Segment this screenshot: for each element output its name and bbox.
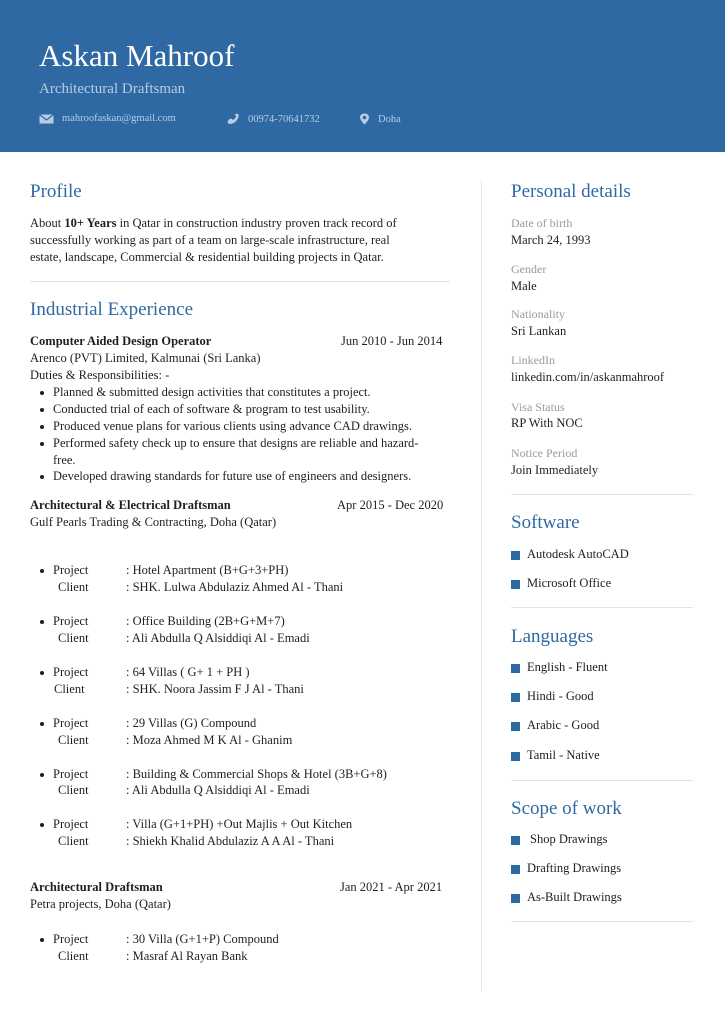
linkedin-link[interactable]: linkedin.com/in/askanmahroof	[511, 370, 665, 384]
section-divider	[511, 494, 693, 495]
dob-value: March 24, 1993	[511, 233, 591, 247]
language-item: Tamil - Native	[527, 748, 600, 762]
column-divider	[481, 181, 482, 991]
project-value: : Villa (G+1+PH) +Out Majlis + Out Kitchen	[126, 817, 353, 831]
list-square-marker	[511, 580, 520, 589]
list-square-marker	[511, 722, 520, 731]
project-value: : Hotel Apartment (B+G+3+PH)	[126, 563, 289, 577]
section-divider	[511, 921, 693, 922]
client-value: : Ali Abdulla Q Alsiddiqi Al - Emadi	[126, 631, 310, 645]
visa-status-label: Visa Status	[511, 400, 565, 414]
location-contact	[359, 113, 401, 125]
duty-item: Conducted trial of each of software & program to test usability.	[53, 402, 370, 416]
language-item: English - Fluent	[527, 660, 608, 674]
experience-heading: Industrial Experience	[30, 299, 194, 320]
email-text: mahroofaskan@gmail.com	[62, 113, 176, 124]
section-divider	[30, 281, 450, 282]
list-square-marker	[511, 865, 520, 874]
location-text: Doha	[378, 113, 401, 125]
nationality-value: Sri Lankan	[511, 324, 567, 338]
job-title: Architectural Draftsman	[39, 81, 186, 97]
nationality-label: Nationality	[511, 307, 565, 321]
profile-line-3: estate, landscape, Commercial & residential building projects in Qatar.	[30, 250, 384, 264]
client-label: Client	[54, 682, 85, 696]
client-label: Client	[58, 580, 89, 594]
location-pin-icon	[359, 113, 370, 125]
linkedin-label: LinkedIn	[511, 353, 555, 367]
client-label: Client	[58, 631, 89, 645]
project-label: Project	[53, 665, 89, 679]
client-label: Client	[58, 949, 89, 963]
client-value: : Ali Abdulla Q Alsiddiqi Al - Emadi	[126, 783, 310, 797]
language-item: Arabic - Good	[527, 718, 600, 732]
scope-item: Drafting Drawings	[527, 861, 622, 875]
notice-period-label: Notice Period	[511, 446, 578, 460]
job-company: Petra projects, Doha (Qatar)	[30, 897, 171, 911]
envelope-icon	[39, 114, 54, 124]
profile-line-1: About 10+ Years in Qatar in construction industry proven track record of	[30, 216, 397, 230]
scope-item: Shop Drawings	[530, 832, 608, 846]
list-square-marker	[511, 836, 520, 845]
project-value: : 64 Villas ( G+ 1 + PH )	[126, 665, 250, 679]
list-square-marker	[511, 664, 520, 673]
dob-label: Date of birth	[511, 216, 573, 230]
duty-item: Performed safety check up to ensure that designs are reliable and hazard-	[53, 436, 419, 450]
job-dates: Jan 2021 - Apr 2021	[340, 880, 443, 894]
header-banner	[0, 0, 725, 152]
phone-contact[interactable]	[227, 113, 320, 125]
client-value: : Moza Ahmed M K Al - Ghanim	[126, 733, 293, 747]
client-value: : SHK. Lulwa Abdulaziz Ahmed Al - Thani	[126, 580, 344, 594]
gender-label: Gender	[511, 262, 547, 276]
scope-item: As-Built Drawings	[527, 890, 622, 904]
job-dates: Jun 2010 - Jun 2014	[341, 334, 443, 348]
email-contact[interactable]	[39, 113, 176, 124]
project-label: Project	[53, 563, 89, 577]
project-label: Project	[53, 614, 89, 628]
visa-status-value: RP With NOC	[511, 416, 583, 430]
client-label: Client	[58, 733, 89, 747]
client-label: Client	[58, 783, 89, 797]
section-divider	[511, 607, 693, 608]
project-label: Project	[53, 817, 89, 831]
list-square-marker	[511, 551, 520, 560]
client-label: Client	[58, 834, 89, 848]
duty-item: Developed drawing standards for future use of engineers and designers.	[53, 469, 412, 483]
duties-label: Duties & Responsibilities: -	[30, 368, 170, 382]
duty-item: Planned & submitted design activities that constitutes a project.	[53, 385, 371, 399]
client-value: : SHK. Noora Jassim F J Al - Thani	[126, 682, 304, 696]
project-label: Project	[53, 767, 89, 781]
profile-heading: Profile	[30, 181, 82, 202]
software-item: Autodesk AutoCAD	[527, 547, 629, 561]
client-value: : Masraf Al Rayan Bank	[126, 949, 248, 963]
phone-text: 00974-70641732	[248, 113, 320, 125]
project-value: : 29 Villas (G) Compound	[126, 716, 257, 730]
client-value: : Shiekh Khalid Abdulaziz A A Al - Thani	[126, 834, 335, 848]
personal-details-heading: Personal details	[511, 181, 631, 202]
list-square-marker	[511, 693, 520, 702]
job-role: Architectural Draftsman	[30, 880, 163, 894]
scope-of-work-heading: Scope of work	[511, 798, 622, 819]
phone-icon	[227, 113, 240, 125]
project-label: Project	[53, 716, 89, 730]
project-value: : Office Building (2B+G+M+7)	[126, 614, 285, 628]
job-role: Computer Aided Design Operator	[30, 334, 212, 348]
language-item: Hindi - Good	[527, 689, 594, 703]
software-item: Microsoft Office	[527, 576, 612, 590]
project-value: : Building & Commercial Shops & Hotel (3B+G+8)	[126, 767, 387, 781]
job-role: Architectural & Electrical Draftsman	[30, 498, 231, 512]
software-heading: Software	[511, 512, 580, 533]
job-company: Gulf Pearls Trading & Contracting, Doha (Qatar)	[30, 515, 277, 529]
section-divider	[511, 780, 693, 781]
job-dates: Apr 2015 - Dec 2020	[337, 498, 444, 512]
duty-item-continued: free.	[53, 453, 76, 467]
list-square-marker	[511, 752, 520, 761]
project-value: : 30 Villa (G+1+P) Compound	[126, 932, 279, 946]
job-company: Arenco (PVT) Limited, Kalmunai (Sri Lanka)	[30, 351, 261, 365]
candidate-name: Askan Mahroof	[39, 38, 235, 73]
gender-value: Male	[511, 279, 537, 293]
list-square-marker	[511, 894, 520, 903]
languages-heading: Languages	[511, 626, 594, 647]
duty-item: Produced venue plans for various clients using advance CAD drawings.	[53, 419, 412, 433]
profile-line-2: successfully working as part of a team on large-scale infrastructure, real	[30, 233, 390, 247]
notice-period-value: Join Immediately	[511, 463, 599, 477]
project-label: Project	[53, 932, 89, 946]
